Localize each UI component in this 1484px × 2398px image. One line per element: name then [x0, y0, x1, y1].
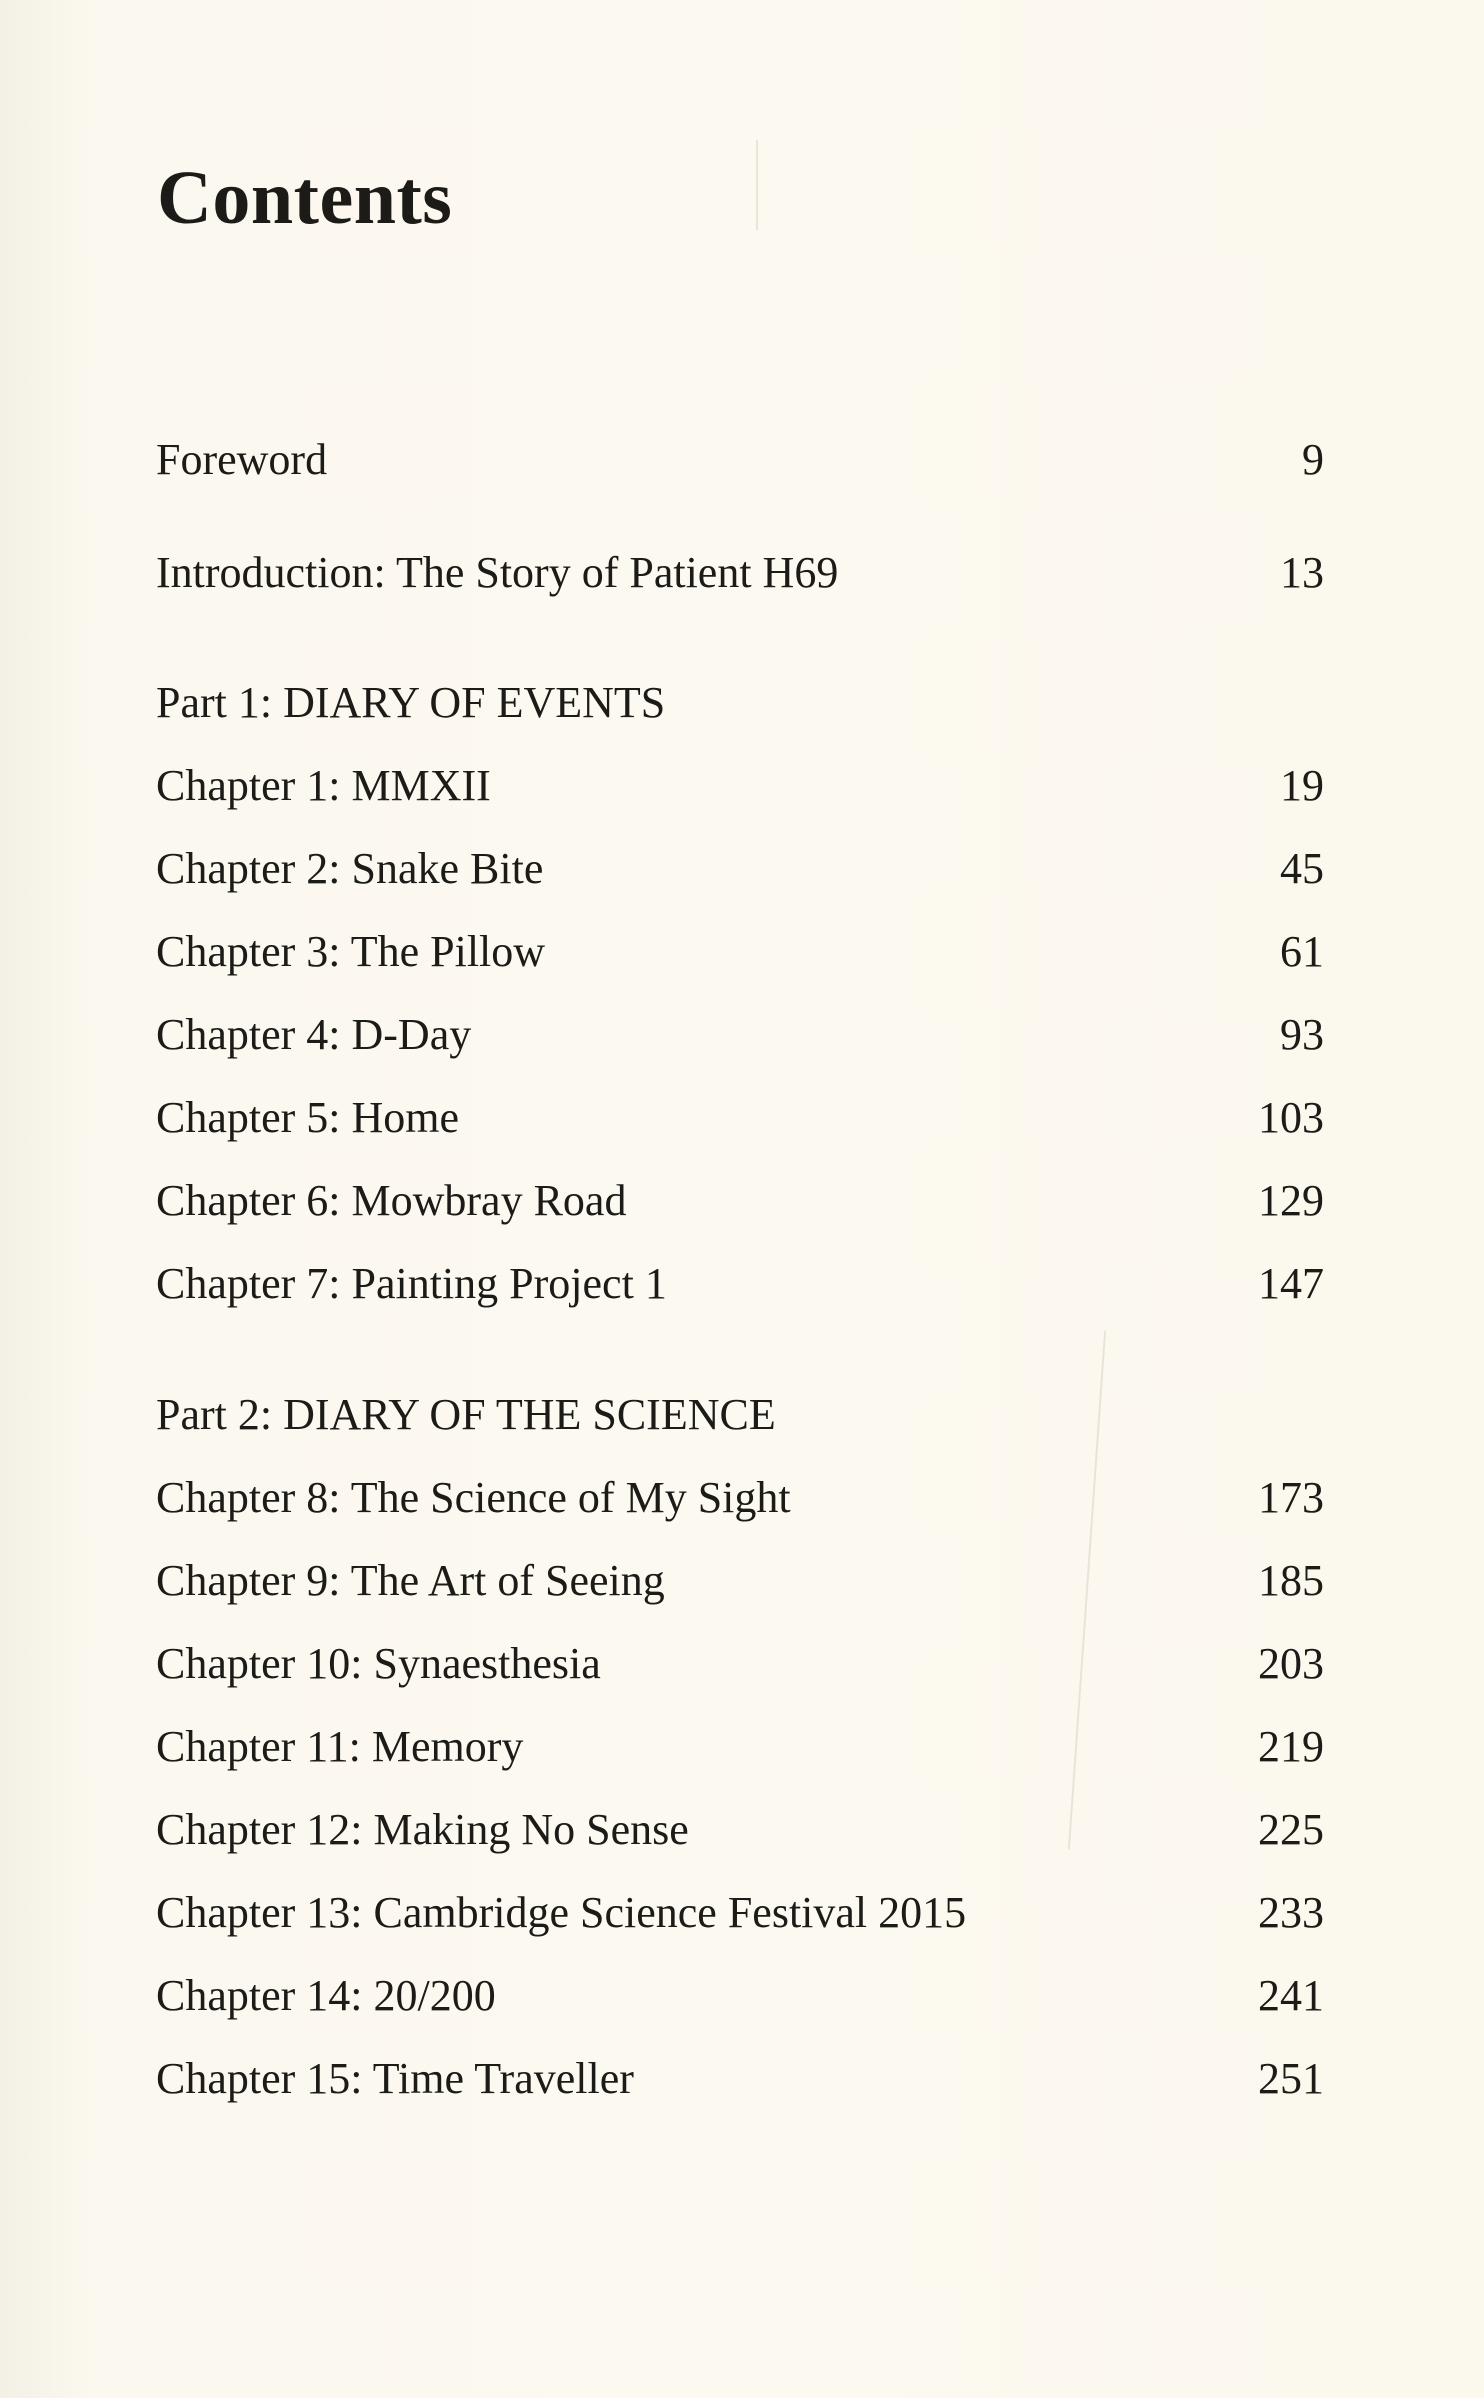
- toc-entry-chapter: [156, 1254, 1324, 1314]
- toc-entry-page: 233: [1258, 1888, 1324, 1937]
- toc-entry-page: 241: [1258, 1971, 1324, 2020]
- toc-entry-page: 251: [1258, 2054, 1324, 2103]
- toc-entry-chapter: [156, 1551, 1324, 1611]
- toc-entry-page: 45: [1280, 844, 1324, 893]
- toc-entry-label: Chapter 10: Synaesthesia: [156, 1639, 601, 1688]
- toc-entry-chapter: [156, 1634, 1324, 1694]
- toc-entry-label: Chapter 14: 20/200: [156, 1971, 496, 2020]
- toc-entry-label: Chapter 3: The Pillow: [156, 927, 546, 976]
- toc-entry-chapter: [156, 1171, 1324, 1231]
- toc-entry-label: Chapter 1: MMXII: [156, 761, 491, 810]
- toc-entry-page: 219: [1258, 1722, 1324, 1771]
- toc-entry-label: Chapter 12: Making No Sense: [156, 1805, 689, 1854]
- toc-entry-page: 103: [1258, 1093, 1324, 1142]
- toc-entry-label: Chapter 6: Mowbray Road: [156, 1176, 627, 1225]
- part-heading: Part 2: DIARY OF THE SCIENCE: [156, 1390, 776, 1439]
- toc-entry-page: 93: [1280, 1010, 1324, 1059]
- toc-entry-foreword: [156, 430, 1324, 490]
- toc-entry-chapter: [156, 1468, 1324, 1528]
- toc-entry-page: 19: [1280, 761, 1324, 810]
- toc-entry-label: Chapter 15: Time Traveller: [156, 2054, 634, 2103]
- toc-entry-page: 147: [1258, 1259, 1324, 1308]
- toc-entry-chapter: [156, 1717, 1324, 1777]
- toc-entry-label: Chapter 4: D-Day: [156, 1010, 472, 1059]
- toc-entry-chapter: [156, 1088, 1324, 1148]
- toc-entry-label: Foreword: [156, 435, 328, 484]
- toc-entry-chapter: [156, 2049, 1324, 2109]
- toc-entry-chapter: [156, 839, 1324, 899]
- toc-entry-chapter: [156, 756, 1324, 816]
- toc-entry-chapter: [156, 922, 1324, 982]
- toc-entry-chapter: [156, 1005, 1324, 1065]
- toc-entry-page: 203: [1258, 1639, 1324, 1688]
- toc-entry-label: Chapter 7: Painting Project 1: [156, 1259, 667, 1308]
- toc-entry-label: Chapter 9: The Art of Seeing: [156, 1556, 665, 1605]
- toc-entry-label: Chapter 2: Snake Bite: [156, 844, 544, 893]
- toc-entry-page: 129: [1258, 1176, 1324, 1225]
- page-title: Contents: [157, 156, 453, 240]
- toc-entry-label: Chapter 8: The Science of My Sight: [156, 1473, 791, 1522]
- toc-entry-page: 9: [1302, 435, 1324, 484]
- toc-entry-label: Introduction: The Story of Patient H69: [156, 548, 839, 597]
- toc-entry-label: Chapter 13: Cambridge Science Festival 2015: [156, 1888, 967, 1937]
- part-heading: Part 1: DIARY OF EVENTS: [156, 678, 666, 727]
- toc-entry-page: 173: [1258, 1473, 1324, 1522]
- toc-entry-page: 61: [1280, 927, 1324, 976]
- toc-entry-introduction: [156, 543, 1324, 603]
- toc-entry-label: Chapter 5: Home: [156, 1093, 460, 1142]
- toc-entry-page: 225: [1258, 1805, 1324, 1854]
- toc-entry-label: Chapter 11: Memory: [156, 1722, 524, 1771]
- toc-entry-chapter: [156, 1966, 1324, 2026]
- toc-entry-chapter: [156, 1883, 1324, 1943]
- toc-entry-page: 185: [1258, 1556, 1324, 1605]
- toc-entry-chapter: [156, 1800, 1324, 1860]
- toc-entry-page: 13: [1280, 548, 1324, 597]
